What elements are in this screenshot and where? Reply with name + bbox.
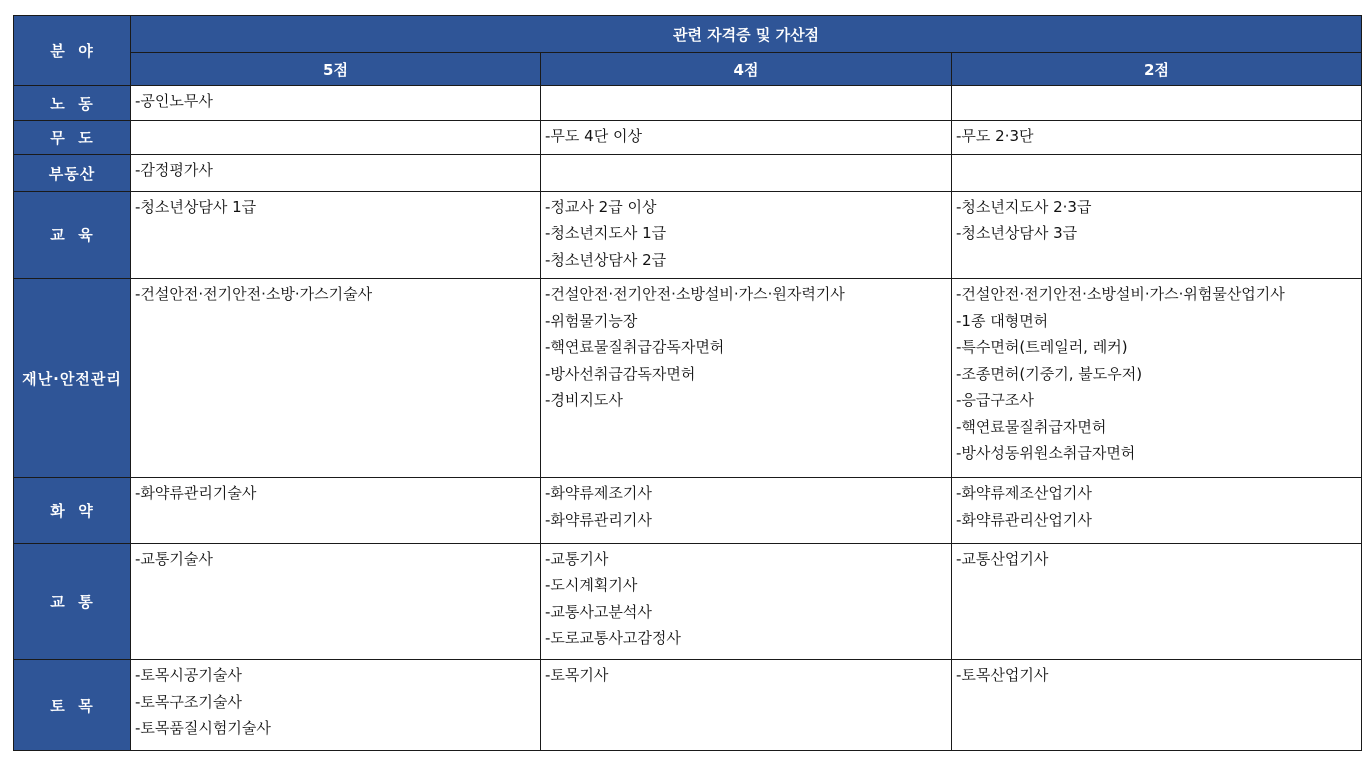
cert-item: -교통사고분석사 (545, 602, 652, 621)
cert-cell-c5 (131, 279, 541, 478)
cert-item: -건설안전·전기안전·소방설비·가스·원자력기사 (545, 285, 845, 304)
header-5-points: 5점 (131, 53, 541, 86)
cert-cell-c4 (541, 155, 952, 191)
header-field: 분 야 (14, 16, 131, 86)
category-label: 재난·안전관리 (14, 279, 131, 478)
cert-item: -공인노무사 (135, 92, 213, 110)
category-label: 부동산 (14, 155, 131, 191)
header-group: 관련 자격증 및 가산점 (131, 16, 1362, 53)
cert-cell-c2 (952, 155, 1362, 191)
cert-item: -특수면허(트레일러, 레커) (956, 338, 1128, 357)
category-label: 화 약 (14, 478, 131, 543)
cert-item: -응급구조사 (956, 391, 1034, 410)
cert-cell-c2 (952, 191, 1362, 279)
cert-item: -핵연료물질취급감독자면허 (545, 338, 725, 357)
cert-item: -도로교통사고감정사 (545, 629, 681, 648)
table-row (14, 86, 1362, 121)
cert-item: -교통기사 (545, 549, 609, 568)
cert-item: -화약류관리기사 (545, 510, 652, 529)
table-row (14, 191, 1362, 279)
cert-cell-c4 (541, 279, 952, 478)
cert-item: -위험물기능장 (545, 311, 638, 330)
cert-item: -청소년상담사 1급 (135, 197, 257, 216)
cert-item: -건설안전·전기안전·소방·가스기술사 (135, 285, 373, 304)
cert-item: -방사성동위원소취급자면허 (956, 444, 1136, 463)
cert-item: -화약류관리기술사 (135, 484, 257, 503)
cert-item: -무도 2·3단 (956, 127, 1034, 146)
category-label: 무 도 (14, 121, 131, 155)
cert-item: -교통산업기사 (956, 549, 1049, 568)
cert-cell-c4 (541, 86, 952, 121)
cert-item: -정교사 2급 이상 (545, 197, 657, 216)
cert-item: -청소년지도사 2·3급 (956, 197, 1092, 216)
cert-cell-c4 (541, 543, 952, 660)
cert-item: -토목산업기사 (956, 666, 1049, 685)
cert-item: -1종 대형면허 (956, 311, 1049, 330)
cert-cell-c4 (541, 191, 952, 279)
cert-item: -청소년상담사 3급 (956, 224, 1078, 243)
cert-item: -토목구조기술사 (135, 692, 242, 711)
cert-item: -토목기사 (545, 666, 609, 685)
cert-cell-c5 (131, 660, 541, 751)
cert-cell-c5 (131, 121, 541, 155)
category-label: 토 목 (14, 660, 131, 751)
cert-cell-c5 (131, 478, 541, 543)
cert-item: -화약류제조기사 (545, 484, 652, 503)
cert-item: -화약류관리산업기사 (956, 510, 1092, 529)
cert-item: -방사선취급감독자면허 (545, 364, 696, 383)
cert-item: -무도 4단 이상 (545, 127, 642, 146)
cert-item: -조종면허(기중기, 불도우저) (956, 364, 1143, 383)
header-2-points: 2점 (952, 53, 1362, 86)
cert-cell-c5 (131, 543, 541, 660)
cert-item: -핵연료물질취급자면허 (956, 417, 1107, 436)
table-row (14, 279, 1362, 478)
cert-item: -청소년상담사 2급 (545, 250, 667, 269)
cert-item: -토목품질시험기술사 (135, 719, 271, 738)
cert-cell-c5 (131, 191, 541, 279)
cert-item: -감정평가사 (135, 161, 213, 180)
table-row (14, 543, 1362, 660)
cert-item: -청소년지도사 1급 (545, 224, 667, 243)
certificate-bonus-table (13, 15, 1362, 751)
cert-item: -도시계획기사 (545, 576, 638, 595)
category-label: 교 통 (14, 543, 131, 660)
category-label: 노 동 (14, 86, 131, 121)
cert-cell-c2 (952, 660, 1362, 751)
cert-item: -건설안전·전기안전·소방설비·가스·위험물산업기사 (956, 285, 1285, 304)
table-row (14, 121, 1362, 155)
header-4-points: 4점 (541, 53, 952, 86)
cert-cell-c2 (952, 121, 1362, 155)
cert-cell-c2 (952, 543, 1362, 660)
table-row (14, 155, 1362, 191)
cert-cell-c4 (541, 660, 952, 751)
cert-cell-c2 (952, 86, 1362, 121)
category-label: 교 육 (14, 191, 131, 279)
cert-item: -교통기술사 (135, 549, 213, 568)
cert-cell-c2 (952, 478, 1362, 543)
cert-cell-c2 (952, 279, 1362, 478)
cert-item: -경비지도사 (545, 391, 623, 410)
cert-item: -화약류제조산업기사 (956, 484, 1092, 503)
cert-cell-c5 (131, 86, 541, 121)
cert-cell-c5 (131, 155, 541, 191)
cert-item: -토목시공기술사 (135, 666, 242, 685)
table-row (14, 660, 1362, 751)
table-body (14, 86, 1362, 751)
cert-cell-c4 (541, 121, 952, 155)
table-row (14, 478, 1362, 543)
cert-cell-c4 (541, 478, 952, 543)
